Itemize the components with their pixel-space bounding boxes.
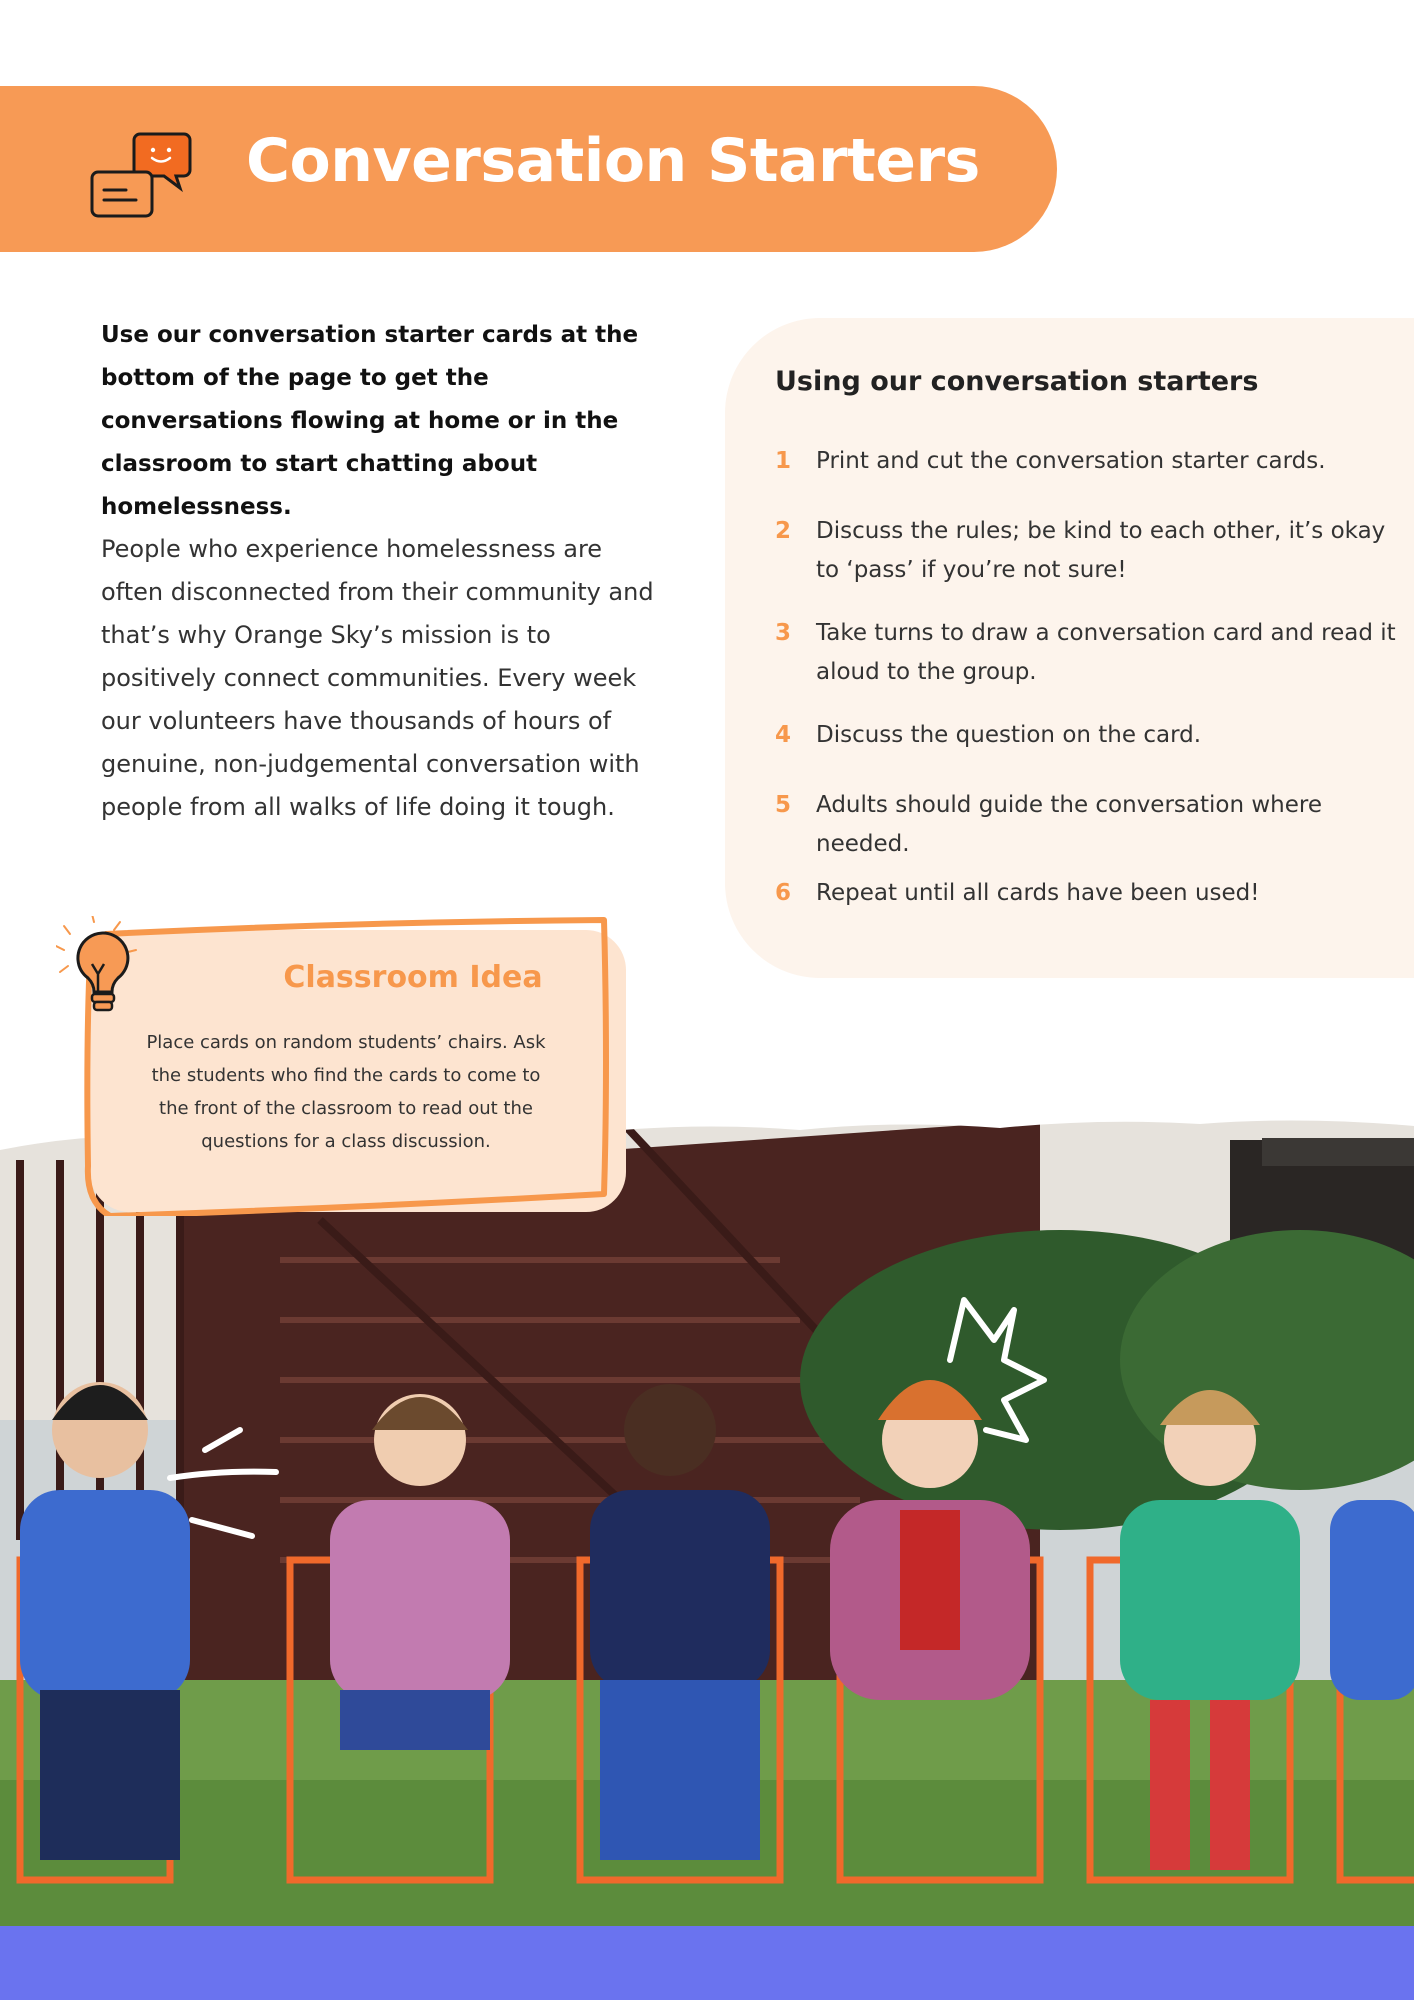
step-number: 3 [775,620,792,646]
header-banner [0,86,1057,252]
step-number: 5 [775,792,792,818]
steps-title: Using our conversation starters [775,366,1259,397]
step-text: Discuss the question on the card. [816,722,1202,748]
step-text: Repeat until all cards have been used! [816,880,1260,906]
step-number: 2 [775,518,792,544]
steps-panel [725,318,1414,978]
step-number: 1 [775,448,792,474]
step-number: 4 [775,722,792,748]
classroom-idea-title: Classroom Idea [283,960,543,995]
step-text: Adults should guide the conversation where needed. [816,792,1322,857]
step-text: Discuss the rules; be kind to each other, it’s okay to ‘pass’ if you’re not sure! [816,518,1386,583]
step-item [775,874,1405,913]
intro-bold-text: Use our conversation starter cards at the bottom of the page to get the conversations flowing at home or in the classroom to start chatting about homelessness. [101,322,639,520]
step-text: Take turns to draw a conversation card and read it aloud to the group. [816,620,1396,685]
step-item [775,786,1405,864]
step-number: 6 [775,880,792,906]
children-photo [0,1120,1414,1926]
step-item [775,614,1405,692]
lightbulb-icon [56,916,156,1026]
step-item [775,512,1405,590]
speech-bubbles-icon [90,128,192,224]
footer-bar [0,1926,1414,2000]
page-title: Conversation Starters [246,126,980,196]
intro-body-text: People who experience homelessness are often disconnected from their community and that’s why Orange Sky’s mission is to positively connect communities. Every week our volunteers have thousands of hours of genuine, non-judgemental conversation with people from all walks of life doing it tough. [101,535,654,821]
step-text: Print and cut the conversation starter cards. [816,448,1326,474]
step-item [775,716,1405,755]
classroom-idea-text: Place cards on random students’ chairs. Ask the students who find the cards to come to the front of the classroom to read out the questions for a class discussion. [146,1032,546,1152]
classroom-idea-card [56,916,636,1216]
step-item [775,442,1405,481]
